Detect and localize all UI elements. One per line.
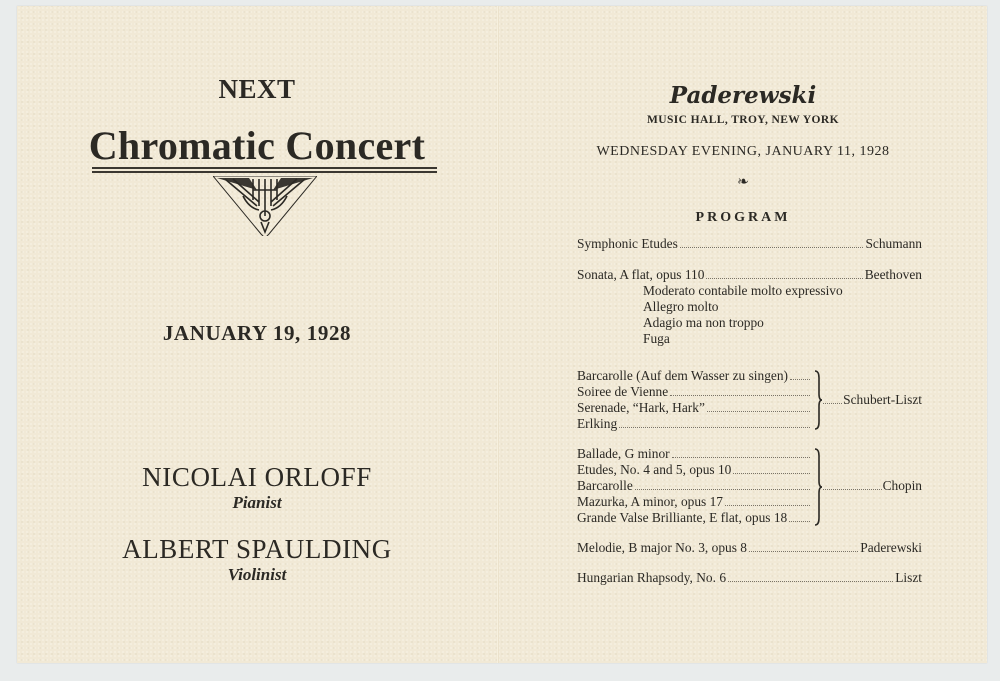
kicker: NEXT: [218, 74, 296, 104]
venue: MUSIC HALL, TROY, NEW YORK: [647, 114, 839, 126]
program-item: [577, 462, 812, 478]
dot-leader: [790, 368, 810, 380]
program-item: [577, 368, 812, 384]
piece-title: Sonata, A flat, opus 110: [577, 267, 705, 282]
piece-title: Soiree de Vienne: [577, 384, 669, 399]
program-group: [577, 446, 922, 526]
piece-title: Erlking: [577, 416, 618, 431]
dot-leader: [707, 400, 810, 412]
program-item: [577, 540, 922, 556]
piece-title: Grande Valse Brilliante, E flat, opus 18: [577, 510, 788, 525]
dot-leader: [672, 446, 810, 458]
program-item: [577, 267, 922, 283]
program-sheet: [17, 6, 987, 663]
dot-leader: [728, 570, 893, 582]
piece-title: Barcarolle (Auf dem Wasser zu singen): [577, 368, 788, 383]
performer-name: NICOLAI ORLOFF: [142, 462, 372, 492]
piece-title: Serenade, “Hark, Hark”: [577, 400, 705, 415]
dot-leader: [725, 494, 810, 506]
composer: Paderewski: [860, 540, 922, 555]
headliner-name: Paderewski: [669, 82, 817, 109]
dot-leader: [789, 510, 810, 522]
movement: Moderato contabile molto expressivo: [643, 283, 843, 298]
movement: Adagio ma non troppo: [643, 315, 764, 330]
movement: Fuga: [643, 331, 670, 346]
concert-title: Chromatic Concert: [88, 123, 426, 168]
dot-leader: [733, 462, 810, 474]
piece-title: Hungarian Rhapsody, No. 6: [577, 570, 727, 585]
composer: Chopin: [882, 478, 922, 493]
performer-name: ALBERT SPAULDING: [122, 534, 392, 564]
dot-leader: [823, 478, 882, 490]
composer: Beethoven: [864, 267, 922, 282]
fleuron-icon: ❧: [737, 175, 749, 190]
performer-role: Pianist: [232, 493, 282, 512]
art-deco-ornament-icon: [213, 176, 317, 236]
brace-icon: [814, 370, 822, 430]
movement: Allegro molto: [643, 299, 719, 314]
program-item: [577, 446, 812, 462]
composer: Liszt: [895, 570, 922, 585]
program-item: [577, 416, 812, 432]
piece-title: Melodie, B major No. 3, opus 8: [577, 540, 747, 555]
brace-icon: [814, 448, 822, 526]
program-item: [577, 478, 812, 494]
next-concert-date: JANUARY 19, 1928: [162, 321, 352, 345]
piece-title: Mazurka, A minor, opus 17: [577, 494, 724, 509]
program-item: [577, 236, 922, 252]
concert-date: WEDNESDAY EVENING, JANUARY 11, 1928: [596, 144, 890, 159]
composer: Schubert-Liszt: [843, 392, 922, 407]
double-rule-divider: [92, 167, 437, 173]
group-composer: [823, 392, 922, 408]
piece-title: Barcarolle: [577, 478, 633, 493]
group-composer: [823, 478, 922, 494]
program-item: [577, 494, 812, 510]
dot-leader: [706, 267, 862, 279]
dot-leader: [749, 540, 858, 552]
dot-leader: [619, 416, 810, 428]
program-heading: PROGRAM: [695, 210, 791, 225]
piece-title: Etudes, No. 4 and 5, opus 10: [577, 462, 732, 477]
dot-leader: [680, 236, 864, 248]
left-panel: [17, 6, 497, 663]
piece-title: Ballade, G minor: [577, 446, 670, 461]
program-item: [577, 400, 812, 416]
dot-leader: [670, 384, 810, 396]
performer-role: Violinist: [227, 565, 287, 584]
piece-title: Symphonic Etudes: [577, 236, 678, 251]
dot-leader: [823, 392, 842, 404]
dot-leader: [635, 478, 810, 490]
right-panel: [499, 6, 987, 663]
composer: Schumann: [865, 236, 922, 251]
program-item: [577, 384, 812, 400]
program-group: [577, 368, 922, 432]
program-item: [577, 570, 922, 586]
program-item: [577, 510, 812, 526]
